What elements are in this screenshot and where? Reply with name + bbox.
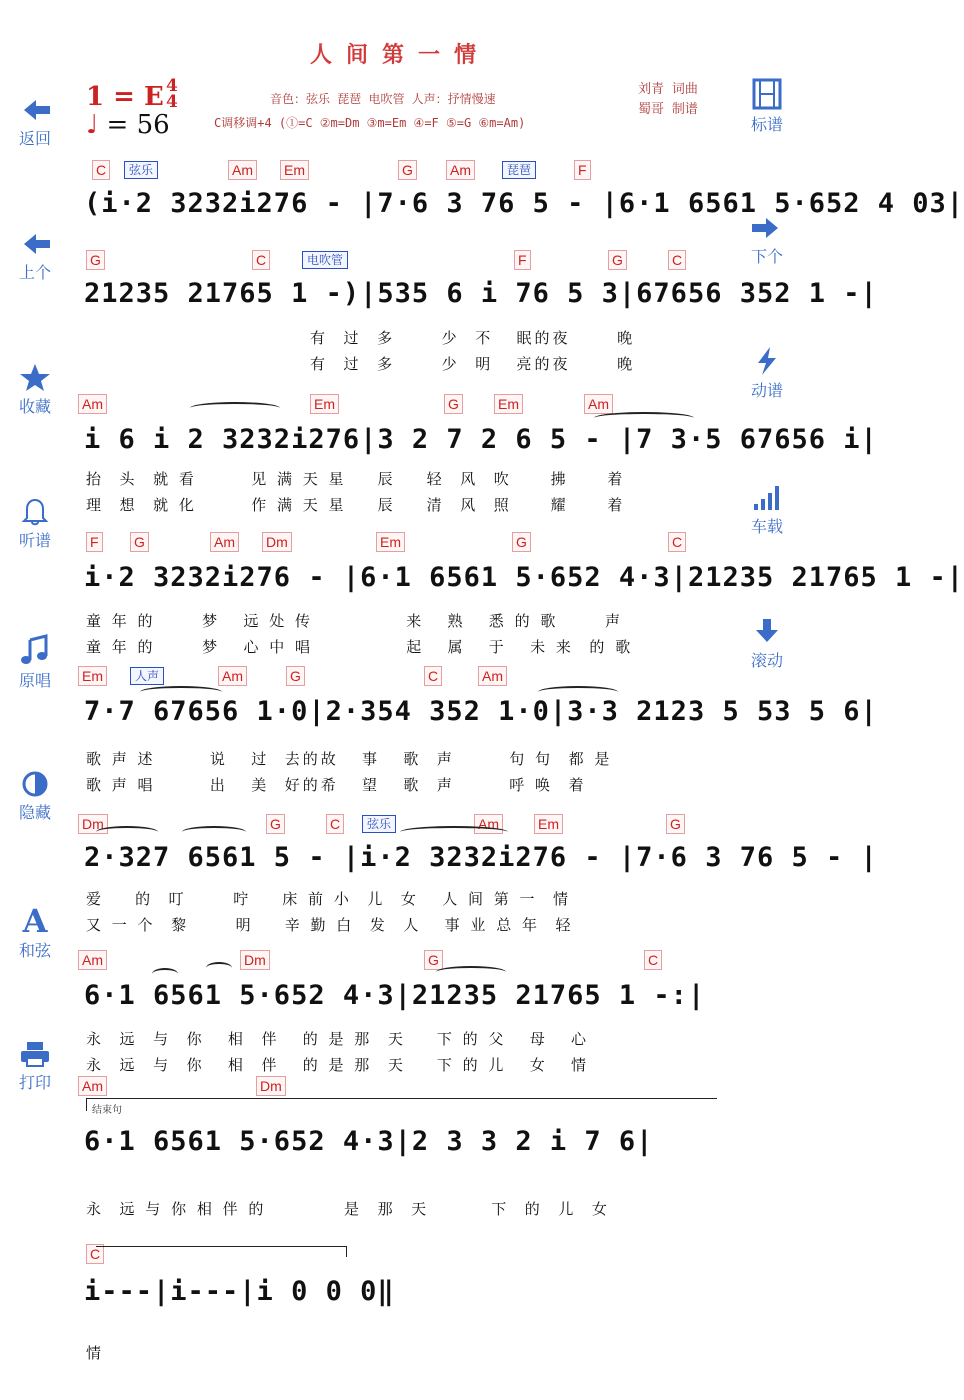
lyric-verse-2: 有 过 多 少 明 亮的夜 晚	[310, 355, 636, 373]
chord-marker: C	[252, 250, 270, 270]
instrument-tag: 人声	[130, 667, 164, 685]
chord-marker: C	[92, 160, 110, 180]
chord-marker: Dm	[78, 814, 108, 834]
nav-animated-score-label: 动谱	[750, 383, 783, 400]
lyric-verse-2: 又 一 个 黎 明 辛 勤 白 发 人 事 业 总 年 轻	[86, 916, 574, 934]
tempo-value: = 56	[106, 110, 170, 140]
lyric-verse-2: 永 远 与 你 相 伴 的 是 那 天 下 的 儿 女 情	[86, 1056, 590, 1074]
chord-marker: C	[644, 950, 662, 970]
chord-marker: Am	[474, 814, 503, 834]
nav-back-label: 返回	[18, 131, 51, 148]
chord-marker: Am	[584, 394, 613, 414]
score-line-1: (i·2 3232i276 - |7·6 3 76 5 - |6·1 6561 5·652 4 03|	[84, 188, 964, 219]
nav-print-label: 打印	[18, 1075, 51, 1092]
chord-marker: G	[666, 814, 685, 834]
lyric-verse-2: 童 年 的 梦 心 中 唱 起 属 于 未 来 的 歌	[86, 638, 634, 656]
lyric-verse-1: 爱 的 叮 咛 床 前 小 儿 女 人 间 第 一 情	[86, 890, 572, 908]
arrow-left-icon	[18, 96, 52, 124]
nav-scroll[interactable]	[732, 616, 802, 671]
chord-marker: Am	[218, 666, 247, 686]
quarter-note-icon: ♩	[86, 110, 99, 140]
credit-lyrics: 刘青 词曲	[638, 82, 698, 97]
nav-listen[interactable]	[0, 496, 70, 551]
lyric-verse-1: 抬 头 就 看 见 满 天 星 辰 轻 风 吹 拂 着	[86, 470, 626, 488]
slur	[436, 966, 506, 978]
tie-bracket	[96, 1246, 347, 1257]
chord-marker: Dm	[240, 950, 270, 970]
lyric-final: 情	[86, 1344, 105, 1362]
score-line-8: 6·1 6561 5·652 4·3|2 3 3 2 i 7 6|	[84, 1126, 654, 1157]
printer-icon	[18, 1040, 52, 1068]
lyric-verse-2: 歌 声 唱 出 美 好的希 望 歌 声 呼 唤 着	[86, 776, 587, 794]
key-label: 1 = E	[86, 82, 164, 112]
arrow-down-icon	[750, 616, 784, 646]
nav-favorite-label: 收藏	[18, 399, 51, 416]
nav-original[interactable]	[0, 634, 70, 691]
chord-marker: G	[398, 160, 417, 180]
nav-car-mode-label: 车载	[750, 519, 783, 536]
chord-marker: Em	[280, 160, 309, 180]
nav-mark-score[interactable]	[732, 78, 802, 135]
chord-marker: G	[512, 532, 531, 552]
letter-a-icon: A	[22, 902, 48, 940]
music-note-icon	[18, 634, 52, 666]
score-line-6: 2·327 6561 5 - |i·2 3232i276 - |7·6 3 76 5 - |	[84, 842, 878, 873]
chord-marker: C	[424, 666, 442, 686]
chord-marker: Am	[228, 160, 257, 180]
instrument-tag: 弦乐	[362, 815, 396, 833]
instrument-tag: 琵琶	[502, 161, 536, 179]
chord-marker: Am	[78, 1076, 107, 1096]
nav-back[interactable]	[0, 96, 70, 149]
nav-previous[interactable]	[0, 230, 70, 283]
score-line-2: 21235 21765 1 -)|535 6 i 76 5 3|67656 352 1 -|	[84, 278, 878, 309]
chord-marker: C	[86, 1244, 104, 1264]
slur	[152, 968, 178, 980]
chord-marker: Am	[78, 950, 107, 970]
chord-marker: G	[286, 666, 305, 686]
nav-chords-label: 和弦	[18, 943, 51, 960]
chord-marker: G	[266, 814, 285, 834]
lyric-verse-1: 有 过 多 少 不 眠的夜 晚	[310, 329, 636, 347]
key-signature	[86, 76, 178, 112]
chord-marker: Am	[446, 160, 475, 180]
lyric-verse-1: 永 远 与 你 相 伴 的 是 那 天 下 的 儿 女	[86, 1200, 610, 1218]
chord-marker: C	[326, 814, 344, 834]
chord-marker: Dm	[256, 1076, 286, 1096]
nav-chords[interactable]	[0, 904, 70, 961]
chord-marker: Em	[494, 394, 523, 414]
slur	[96, 826, 158, 838]
slur	[400, 826, 508, 838]
chord-marker: Em	[310, 394, 339, 414]
chord-marker: Am	[478, 666, 507, 686]
nav-next-label: 下个	[750, 249, 783, 266]
lyric-verse-2: 理 想 就 化 作 满 天 星 辰 清 风 照 耀 着	[86, 496, 626, 514]
chord-marker: G	[444, 394, 463, 414]
bolt-icon	[750, 346, 784, 376]
contrast-icon	[18, 770, 52, 798]
credit-score: 蜀哥 制谱	[638, 102, 698, 117]
instrument-tag: 弦乐	[124, 161, 158, 179]
lyric-verse-1: 歌 声 述 说 过 去的故 事 歌 声 句 句 都 是	[86, 750, 613, 768]
chord-marker: G	[86, 250, 105, 270]
nav-animated-score[interactable]	[732, 346, 802, 401]
nav-listen-label: 听谱	[18, 533, 51, 550]
time-bottom: 4	[166, 92, 178, 112]
chord-marker: G	[130, 532, 149, 552]
credits	[638, 80, 698, 120]
chord-marker: C	[668, 532, 686, 552]
chord-marker: Am	[210, 532, 239, 552]
score-line-9: i---|i---|i 0 0 0‖	[84, 1276, 395, 1307]
chord-marker: F	[86, 532, 103, 552]
chord-marker: C	[668, 250, 686, 270]
time-top: 4	[166, 76, 178, 96]
chord-marker: F	[574, 160, 591, 180]
nav-next[interactable]	[732, 214, 802, 267]
score-line-5: 7·7 67656 1·0|2·354 352 1·0|3·3 2123 5 53 5 6|	[84, 696, 878, 727]
chord-marker: G	[608, 250, 627, 270]
nav-car-mode[interactable]	[732, 482, 802, 537]
nav-hide-label: 隐藏	[18, 805, 51, 822]
chord-marker: Am	[78, 394, 107, 414]
slur	[594, 412, 694, 424]
bell-icon	[18, 496, 52, 526]
chord-marker: Em	[78, 666, 107, 686]
signal-icon	[750, 482, 784, 512]
slur	[206, 962, 232, 974]
nav-hide[interactable]	[0, 770, 70, 823]
score-line-7: 6·1 6561 5·652 4·3|21235 21765 1 -:|	[84, 980, 706, 1011]
score-line-4: i·2 3232i276 - |6·1 6561 5·652 4·3|21235 21765 1 -|	[84, 562, 964, 593]
timbre-info: 音色：弦乐 琵琶 电吹管 人声：抒情慢速	[270, 92, 496, 106]
chord-marker: Em	[376, 532, 405, 552]
ending-label: 结束句	[92, 1105, 122, 1116]
nav-print[interactable]	[0, 1040, 70, 1093]
nav-previous-label: 上个	[18, 265, 51, 282]
film-icon	[750, 78, 784, 110]
score-line-3: i 6 i 2 3232i276|3 2 7 2 6 5 - |7 3·5 67656 i|	[84, 424, 878, 455]
arrow-left-icon	[18, 230, 52, 258]
time-signature	[166, 78, 178, 110]
song-title: 人间第一情	[309, 43, 490, 68]
ending-bracket	[86, 1098, 717, 1111]
instrument-tag: 电吹管	[302, 251, 348, 269]
chord-marker: Em	[534, 814, 563, 834]
chord-marker: G	[424, 950, 443, 970]
slur	[190, 402, 280, 414]
chord-marker: F	[514, 250, 531, 270]
nav-original-label: 原唱	[18, 673, 51, 690]
chord-marker: Dm	[262, 532, 292, 552]
nav-favorite[interactable]	[0, 362, 70, 417]
star-icon	[18, 362, 52, 392]
nav-scroll-label: 滚动	[750, 653, 783, 670]
tempo	[86, 110, 170, 140]
transpose-info: C调移调+4 (①=C ②m=Dm ③m=Em ④=F ⑤=G ⑥m=Am)	[214, 116, 526, 130]
lyric-verse-1: 童 年 的 梦 远 处 传 来 熟 悉 的 歌 声	[86, 612, 623, 630]
nav-mark-score-label: 标谱	[750, 117, 783, 134]
lyric-verse-1: 永 远 与 你 相 伴 的 是 那 天 下 的 父 母 心	[86, 1030, 590, 1048]
slur	[182, 826, 246, 838]
